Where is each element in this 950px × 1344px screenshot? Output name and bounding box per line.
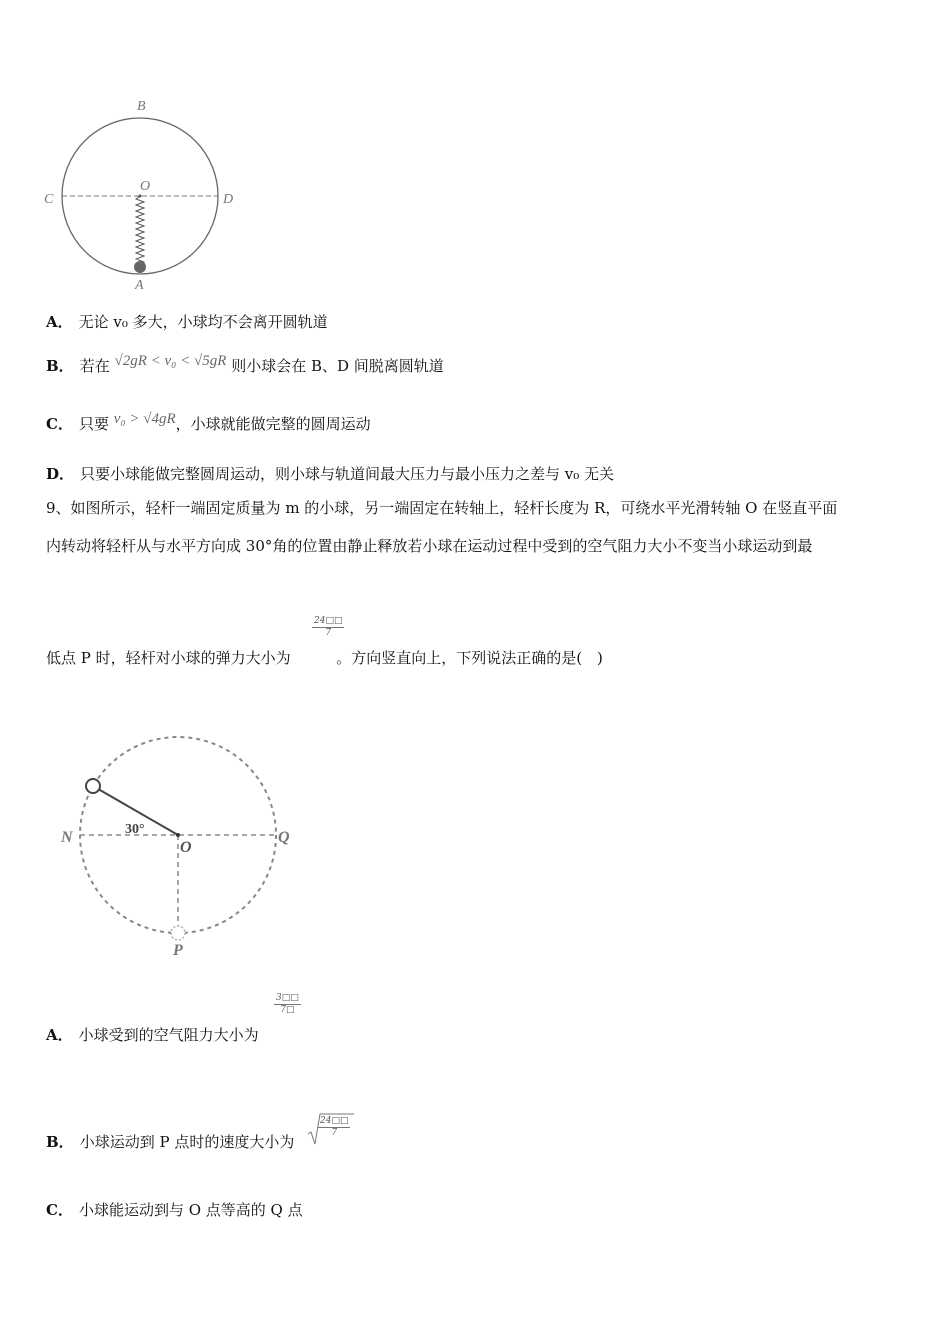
q9-stem-line3	[46, 647, 603, 668]
option-letter: B．	[46, 357, 74, 375]
option-prefix: 若在	[79, 357, 110, 375]
label-N: N	[61, 829, 73, 846]
option-suffix: 则小球会在 B、D 间脱离圆轨道	[231, 357, 444, 375]
q8-option-b	[46, 355, 444, 376]
ball	[134, 261, 146, 273]
label-A: A	[135, 278, 144, 293]
figure-circle-spring	[40, 95, 250, 295]
fraction-numerator: 3□□	[276, 993, 299, 1003]
q8-option-d	[46, 463, 614, 484]
option-text: 小球运动到 P 点时的速度大小为	[79, 1133, 295, 1151]
option-text: 只要小球能做完整圆周运动，则小球与轨道间最大压力与最小压力之差与 v₀ 无关	[80, 465, 615, 483]
q9-option-b	[46, 1131, 294, 1152]
option-letter: A．	[46, 313, 73, 331]
label-angle: 30°	[125, 822, 145, 837]
fraction-denominator: 7	[331, 1128, 338, 1138]
q8-option-a	[46, 311, 328, 332]
option-text: 小球能运动到与 O 点等高的 Q 点	[78, 1201, 303, 1219]
q9a-fraction	[274, 993, 301, 1016]
q9-force-fraction	[312, 616, 344, 639]
option-letter: A．	[46, 1026, 73, 1044]
option-letter: C．	[46, 1201, 73, 1219]
q9b-fraction	[318, 1116, 350, 1139]
pivot	[176, 833, 180, 837]
q9-stem-line2: 内转动将轻杆从与水平方向成 30°角的位置由静止释放若小球在运动过程中受到的空气阻力大小不变当小球运动到最	[46, 537, 813, 555]
ball-start	[86, 779, 100, 793]
fraction-numerator: 24□□	[314, 616, 343, 626]
option-formula: √2gR < v₀ < √5gR	[114, 353, 227, 369]
label-Q: Q	[278, 829, 290, 846]
center-dot	[139, 195, 142, 198]
label-C: C	[44, 192, 54, 207]
stem-suffix: 。方向竖直向上，下列说法正确的是( )	[336, 649, 603, 667]
label-O: O	[180, 839, 192, 856]
q8-option-c	[46, 413, 371, 434]
q9-option-c	[46, 1199, 303, 1220]
q9-option-a	[46, 1024, 259, 1045]
spring	[136, 196, 144, 265]
label-B: B	[137, 99, 146, 114]
option-letter: C．	[46, 415, 73, 433]
label-P: P	[173, 942, 183, 959]
figure-rod-circle	[55, 730, 305, 960]
option-text: 无论 v₀ 多大，小球均不会离开圆轨道	[78, 313, 328, 331]
fraction-denominator: 7□	[280, 1005, 295, 1015]
option-prefix: 只要	[78, 415, 109, 433]
option-letter: B．	[46, 1133, 74, 1151]
label-O: O	[140, 179, 151, 194]
option-letter: D．	[46, 465, 75, 483]
label-D: D	[223, 192, 234, 207]
option-suffix: ，小球就能做完整的圆周运动	[175, 415, 371, 433]
option-formula: v₀ > √4gR	[113, 411, 176, 427]
fraction-denominator: 7	[325, 628, 332, 638]
fraction-numerator: 24□□	[320, 1116, 349, 1126]
q9-stem-line1: 9、如图所示，轻杆一端固定质量为 m 的小球，另一端固定在转轴上，轻杆长度为 R，可绕水平光滑转轴 O 在竖直平面	[46, 499, 838, 517]
option-text: 小球受到的空气阻力大小为	[78, 1026, 259, 1044]
stem-prefix: 低点 P 时，轻杆对小球的弹力大小为	[46, 649, 291, 667]
ball-bottom	[171, 926, 185, 940]
